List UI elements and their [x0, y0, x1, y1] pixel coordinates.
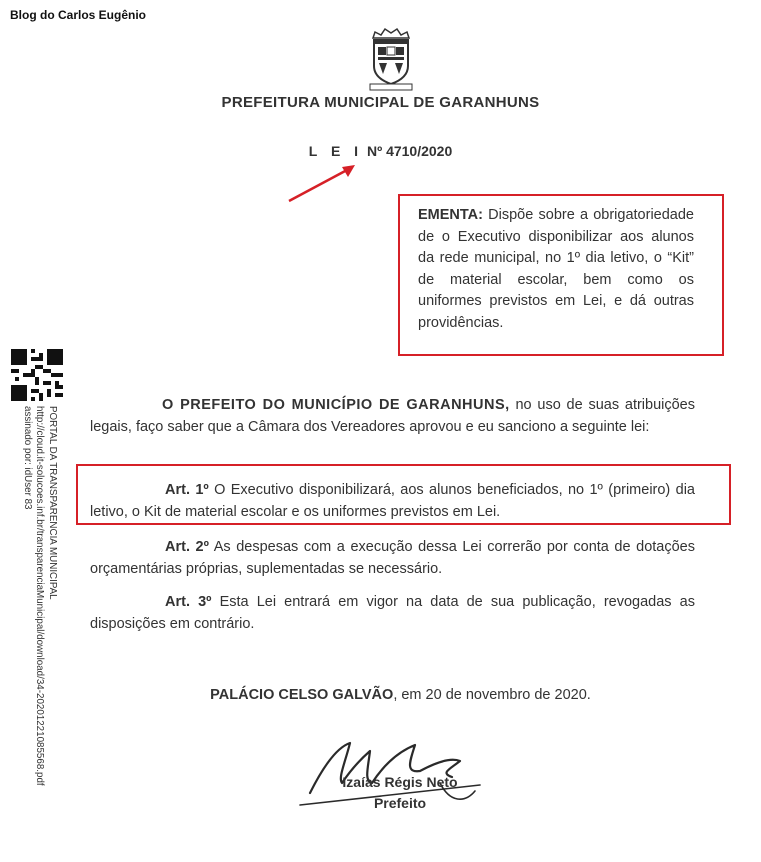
- preamble: [90, 395, 695, 438]
- closing-date: , em 20 de novembro de 2020.: [393, 687, 591, 703]
- preamble-text: no uso de suas atribuições legais, faço saber que a Câmara dos Vereadores aprovou e eu sanciono a seguinte lei:: [90, 397, 695, 435]
- article-2-label: Art. 2º: [165, 539, 209, 555]
- law-number: [0, 143, 761, 159]
- stamp-line-2: http://cloud.it-solucoes.inf.br/transparenciaMunicipal/download/34-20201221085568.pdf: [34, 406, 46, 786]
- red-arrow-icon: [285, 160, 360, 205]
- law-number-value: Nº 4710/2020: [366, 143, 453, 159]
- preamble-title: O PREFEITO DO MUNICÍPIO DE GARANHUNS,: [162, 397, 510, 413]
- article-1: [90, 480, 695, 523]
- signer-role: Prefeito: [373, 795, 427, 811]
- law-prefix: L E I: [308, 143, 364, 159]
- article-1-text: O Executivo disponibilizará, aos alunos beneficiados, no 1º (primeiro) dia letivo, o Kit de material escolar e os uniformes previstos em Lei.: [90, 482, 695, 520]
- blog-watermark: Blog do Carlos Eugênio: [10, 8, 147, 22]
- signer-name: Izaías Régis Neto: [342, 774, 458, 790]
- ementa-label: EMENTA:: [418, 207, 483, 223]
- article-3-text: Esta Lei entrará em vigor na data de sua publicação, revogadas as disposições em contrário.: [90, 594, 695, 632]
- transparency-stamp: [14, 406, 64, 836]
- document-header: PREFEITURA MUNICIPAL DE GARANHUNS: [221, 94, 540, 111]
- qr-code-icon: [11, 349, 63, 401]
- closing-line: [0, 687, 761, 703]
- closing-place: PALÁCIO CELSO GALVÃO: [210, 687, 394, 703]
- ementa: [418, 205, 694, 334]
- article-2: [90, 537, 695, 580]
- article-3: [90, 592, 695, 635]
- article-3-label: Art. 3º: [165, 594, 212, 610]
- article-1-label: Art. 1º: [165, 482, 209, 498]
- municipal-crest-icon: [367, 26, 415, 92]
- ementa-text: Dispõe sobre a obrigatoriedade de o Executivo disponibilizar aos alunos da rede municipal, no 1º dia letivo, o “Kit” de material escolar, bem como os uniformes previstos em Lei, e dá outras providências.: [418, 207, 694, 331]
- article-2-text: As despesas com a execução dessa Lei correrão por conta de dotações orçamentárias próprias, suplementadas se necessário.: [90, 539, 695, 577]
- stamp-line-3: assinado por: idUser 83: [22, 406, 33, 510]
- stamp-line-1: PORTAL DA TRANSPARENCIA MUNICIPAL: [47, 406, 58, 600]
